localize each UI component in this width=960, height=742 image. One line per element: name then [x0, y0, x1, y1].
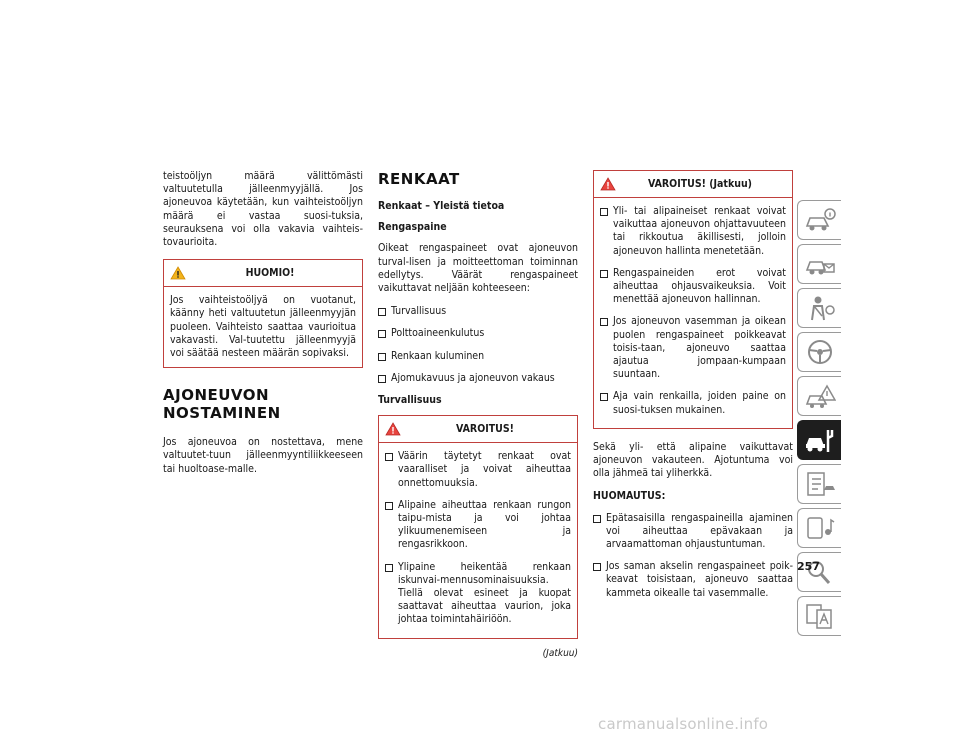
list-item: Renkaan kuluminen [378, 350, 578, 363]
warning-box [378, 415, 578, 638]
checkbox-bullet-icon [385, 453, 393, 461]
section-title-line1: AJONEUVON [163, 386, 270, 405]
section-title-tires: RENKAAT [378, 170, 460, 188]
car-service-icon [804, 426, 836, 454]
notice-title: HUOMIO! [245, 267, 295, 280]
notice-header [164, 260, 362, 287]
pressure-list [378, 305, 578, 385]
warning-title: VAROITUS! (Jatkuu) [647, 178, 752, 190]
tab-car-warning[interactable] [797, 376, 841, 416]
list-item: Alipaine aiheuttaa renkaan rungon taipu-mista ja voi johtaa ylikuumenemiseen ja rengasrikkoon. [385, 499, 571, 552]
checkbox-bullet-icon [385, 564, 393, 572]
lifting-paragraph: Jos ajoneuvoa on nostettava, mene valtuutet-tuun jälleenmyyntiliikkeeseen tai huoltoase-malle. [163, 436, 363, 475]
checkbox-bullet-icon [600, 318, 608, 326]
list-item: Ajomukavuus ja ajoneuvon vakaus [378, 372, 578, 385]
tab-car-service[interactable] [797, 420, 841, 460]
warning-title: VAROITUS! [456, 423, 514, 436]
list-item: Jos ajoneuvon vasemman ja oikean puolen rengaspaineet poikkeavat toisis-taan, ajoneuvo saattaa ajautua jompaan-kumpaan suuntaan. [600, 315, 786, 381]
subheading-safety: Turvallisuus [378, 394, 442, 407]
intro-paragraph: teistoöljyn määrä välittömästi valtuutetulla jälleenmyyjällä. Jos ajoneuvoa käytetään, kun vaihteistoöljyn määrä ei vastaa suosi-tuksia, seurauksena voi olla vakavia vaihteis-tovaurioita. [163, 170, 363, 249]
list-item: Väärin täytetyt renkaat ovat vaaralliset ja voivat aiheuttaa onnettomuuksia. [385, 450, 571, 490]
list-item: Ylipaine heikentää renkaan iskunvai-mennusominaisuuksia. Tiellä olevat esineet ja kuopat saattavat aiheuttaa vaurion, joka johtaa toimintahäiriöön. [385, 561, 571, 627]
tab-car-info[interactable] [797, 200, 841, 240]
list-item: Rengaspaineiden erot voivat aiheuttaa ohjausvaikeuksia. Voit menettää ajoneuvon hallinnan. [600, 267, 786, 307]
checkbox-bullet-icon [378, 330, 386, 338]
warning-triangle-icon [385, 420, 401, 446]
pressure-paragraph: Oikeat rengaspaineet ovat ajoneuvon turval-lisen ja moitteettoman toiminnan edellytys. Väärät rengaspaineet vaikuttavat neljään kohteeseen: [378, 242, 578, 295]
chapter-tabs [797, 200, 841, 640]
phone-music-icon [804, 514, 836, 542]
column-1 [163, 170, 363, 486]
checkbox-bullet-icon [385, 502, 393, 510]
checkbox-bullet-icon [378, 375, 386, 383]
subheading-general: Renkaat – Yleistä tietoa [378, 200, 505, 212]
watermark: carmanualsonline.info [598, 715, 769, 733]
checkbox-bullet-icon [600, 208, 608, 216]
car-checklist-icon [804, 470, 836, 498]
checkbox-bullet-icon [593, 515, 601, 523]
car-warning-icon [804, 382, 836, 410]
section-title-lifting [163, 386, 363, 422]
tab-car-checklist[interactable] [797, 464, 841, 504]
notice-text: Jos vaihteistoöljyä on vuotanut, käänny heti valtuutetun jälleenmyyjän puoleen. Vaihteisto saattaa vaurioitua vakavasti. Val-tuutettu jälleenmyyjä voi säätää nesteen määrän sopivaksi. [170, 294, 356, 360]
note-list [593, 512, 793, 600]
subheading-pressure: Rengaspaine [378, 221, 447, 234]
checkbox-bullet-icon [600, 393, 608, 401]
continued-label: (Jatkuu) [542, 647, 578, 659]
note-title: HUOMAUTUS: [593, 490, 666, 503]
checkbox-bullet-icon [593, 563, 601, 571]
stability-paragraph: Sekä yli- että alipaine vaikuttavat ajoneuvon vakauteen. Ajotuntuma voi olla jähmeä tai yliherkkä. [593, 440, 793, 480]
warning-triangle-icon [170, 264, 186, 290]
page-number: 257 [797, 560, 820, 573]
car-info-icon [804, 206, 836, 234]
checkbox-bullet-icon [378, 353, 386, 361]
tab-language[interactable] [797, 596, 841, 636]
checkbox-bullet-icon [600, 270, 608, 278]
list-item: Turvallisuus [378, 305, 578, 318]
list-item: Polttoaineenkulutus [378, 327, 578, 340]
list-item: Jos saman akselin rengaspaineet poik-keavat toisistaan, ajoneuvo saattaa kammeta oikealle tai vasemmalle. [593, 560, 793, 600]
column-2 [378, 170, 578, 660]
tab-phone-music[interactable] [797, 508, 841, 548]
warning-header [594, 171, 792, 198]
warning-triangle-icon [600, 175, 616, 201]
person-seatbelt-icon [804, 294, 836, 322]
car-message-icon [804, 250, 836, 278]
section-title-line2: NOSTAMINEN [163, 404, 281, 423]
list-item: Epätasaisilla rengaspaineilla ajaminen voi aiheuttaa epävakaan ja arvaamattoman ohjaustuntuman. [593, 512, 793, 552]
column-3 [593, 170, 793, 609]
tab-steering-wheel[interactable] [797, 332, 841, 372]
notice-box [163, 259, 363, 368]
list-item: Aja vain renkailla, joiden paine on suosi-tuksen mukainen. [600, 390, 786, 416]
warning-header [379, 416, 577, 443]
warning-box-continued [593, 170, 793, 429]
tab-person-seatbelt[interactable] [797, 288, 841, 328]
list-item: Yli- tai alipaineiset renkaat voivat vaikuttaa ajoneuvon ohjattavuuteen tai rikkoutua äkillisesti, jolloin ajoneuvon hallinta menetetään. [600, 205, 786, 258]
checkbox-bullet-icon [378, 308, 386, 316]
steering-wheel-icon [804, 338, 836, 366]
tab-car-message[interactable] [797, 244, 841, 284]
language-icon [804, 602, 836, 630]
